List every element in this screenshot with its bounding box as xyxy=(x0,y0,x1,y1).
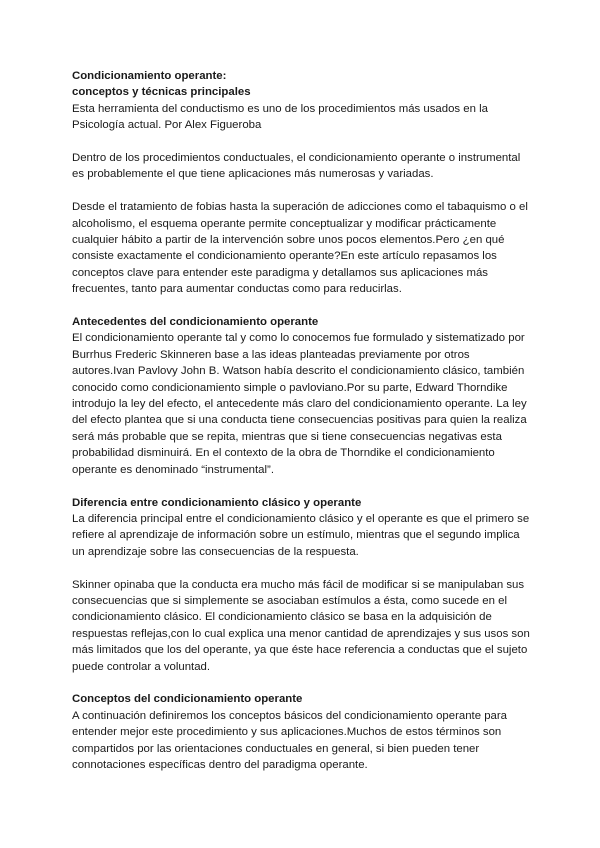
section-heading-antecedentes: Antecedentes del condicionamiento operante xyxy=(72,316,319,329)
document-title-line2: conceptos y técnicas principales xyxy=(72,86,251,99)
intro-paragraph-2: Desde el tratamiento de fobias hasta la superación de adicciones como el tabaquismo o el alcoholismo, el esquema operante permite conceptualizar y modificar prácticamente cualquier hábito a partir de la intervención sobre unos pocos elementos.Pero ¿en qué consiste exactamente el condicionamiento operante?En este artículo repasamos los conceptos clave para entender este paradigma y detallamos sus aplicaciones más frecuentes, tanto para aumentar conductas como para reducirlas. xyxy=(72,201,528,296)
section-heading-conceptos: Conceptos del condicionamiento operante xyxy=(72,693,303,706)
spacer xyxy=(72,298,532,314)
section-heading-diferencia: Diferencia entre condicionamiento clásico y operante xyxy=(72,496,362,509)
section-diferencia-paragraph-2: Skinner opinaba que la conducta era mucho más fácil de modificar si se manipulaban sus consecuencias que si simplemente se asociaban estímulos a ésta, como sucede en el condicionamiento clásico. El condicionamiento clásico se basa en la adquisición de respuestas reflejas,con lo cual explica una menor cantidad de aprendizajes y sus usos son más limitados que los del operante, ya que éste hace referencia a conductas que el sujeto puede controlar a voluntad. xyxy=(72,578,530,673)
section-conceptos-paragraph: A continuación definiremos los conceptos básicos del condicionamiento operante para entender mejor este procedimiento y sus aplicaciones.Muchos de estos términos son compartidos por las orientaciones conductuales en general, si bien pueden tener connotaciones específicas dentro del paradigma operante. xyxy=(72,709,508,771)
spacer xyxy=(72,675,532,691)
section-antecedentes-paragraph: El condicionamiento operante tal y como lo conocemos fue formulado y sistematizado por Burrhus Frederic Skinneren base a las ideas planteadas previamente por otros autores.Ivan Pavlovy John B. Watson había descrito el condicionamiento clásico, también conocido como condicionamiento simple o pavloviano.Por su parte, Edward Thorndike introdujo la ley del efecto, el antecedente más claro del condicionamiento operante. La ley del efecto plantea que si una conducta tiene consecuencias positivas para quien la realiza será más probable que se repita, mientras que si tiene consecuencias negativas esta probabilidad disminuirá. En el contexto de la obra de Thorndike el condicionamiento operante es denominado “instrumental”. xyxy=(72,332,527,476)
spacer xyxy=(72,183,532,199)
intro-paragraph-1: Dentro de los procedimientos conductuales, el condicionamiento operante o instrumental es probablemente el que tiene aplicaciones más numerosas y variadas. xyxy=(72,152,521,181)
spacer xyxy=(72,560,532,576)
document-page xyxy=(72,68,532,773)
document-subtitle: Esta herramienta del conductismo es uno de los procedimientos más usados en la Psicología actual. Por Alex Figueroba xyxy=(72,102,488,132)
spacer xyxy=(72,134,532,150)
document-title-line1: Condicionamiento operante: xyxy=(72,70,227,82)
section-diferencia-paragraph-1: La diferencia principal entre el condicionamiento clásico y el operante es que el primero se refiere al aprendizaje de información sobre un estímulo, mientras que el segundo implica un aprendizaje sobre las consecuencias de la respuesta. xyxy=(72,512,530,558)
spacer xyxy=(72,478,532,494)
